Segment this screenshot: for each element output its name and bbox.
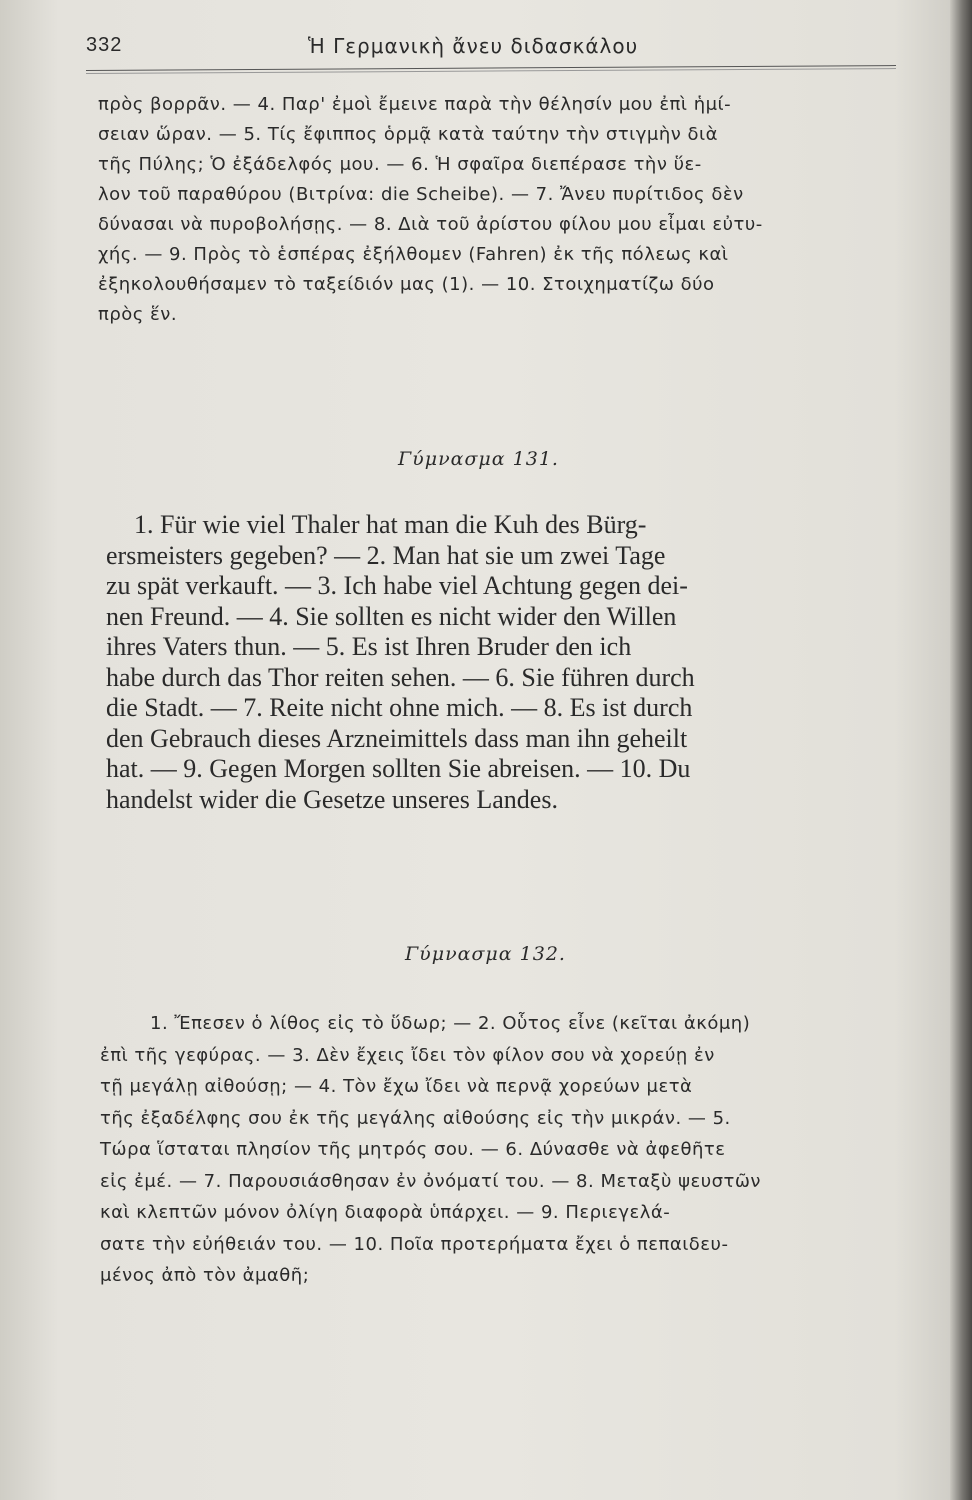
text-line: handelst wider die Gesetze unseres Landes. (106, 784, 558, 814)
text-line: ihres Vaters thun. — 5. Es ist Ihren Bruder den ich (106, 632, 632, 661)
text-line: τῇ μεγάλῃ αἰθούσῃ; — 4. Τὸν ἔχω ἴδει νὰ περνᾷ χορεύων μετὰ (100, 1076, 693, 1097)
text-line: zu spät verkauft. — 3. Ich habe viel Achtung gegen dei- (106, 571, 688, 600)
text-line: 1. Ἔπεσεν ὁ λίθος εἰς τὸ ὕδωρ; — 2. Οὗτος εἶνε (κεῖται ἀκόμη) (150, 1013, 751, 1034)
text-line: nen Freund. — 4. Sie sollten es nicht wider den Willen (106, 601, 677, 631)
exercise-132-text (100, 1008, 900, 1292)
running-title: Ἡ Γερμανικὴ ἄνευ διδασκάλου (308, 34, 639, 58)
text-line: ersmeisters gegeben? — 2. Man hat sie um zwei Tage (106, 540, 666, 570)
exercise-132-heading: Γύμνασμα 132. (405, 943, 566, 965)
text-line: χής. — 9. Πρὸς τὸ ἑσπέρας ἐξήλθομεν (Fahren) ἐκ τῆς πόλεως καὶ (98, 244, 729, 265)
text-line: τῆς Πύλης; Ὁ ἐξάδελφός μου. — 6. Ἡ σφαῖρα διεπέρασε τὴν ὕε- (98, 154, 702, 175)
page-header (86, 34, 896, 64)
text-line: die Stadt. — 7. Reite nicht ohne mich. — 8. Es ist durch (106, 693, 693, 722)
text-line: ἐπὶ τῆς γεφύρας. — 3. Δὲν ἔχεις ἴδει τὸν φίλον σου νὰ χορεύῃ ἐν (100, 1044, 715, 1066)
text-line: τῆς ἐξαδέλφης σου ἐκ τῆς μεγάλης αἰθούσης εἰς τὴν μικράν. — 5. (100, 1107, 731, 1129)
text-line: σειαν ὥραν. — 5. Τίς ἔφιππος ὁρμᾷ κατὰ ταύτην τὴν στιγμὴν διὰ (98, 124, 719, 145)
text-line: πρὸς βορρᾶν. — 4. Παρ' ἐμοὶ ἔμεινε παρὰ τὴν θέλησίν μου ἐπὶ ἡμί- (98, 94, 732, 115)
page-binding-edge (950, 0, 972, 1500)
continued-greek-text (98, 90, 893, 330)
exercise-131-text (106, 510, 894, 815)
text-line: μένος ἀπὸ τὸν ἀμαθῆ; (100, 1265, 310, 1286)
text-line: den Gebrauch dieses Arzneimittels dass man ihn geheilt (106, 723, 688, 753)
page-number: 332 (86, 34, 123, 56)
header-rule (86, 65, 896, 74)
text-line: καὶ κλεπτῶν μόνον ὀλίγη διαφορὰ ὑπάρχει. — 9. Περιεγελά- (100, 1202, 671, 1223)
text-line: habe durch das Thor reiten sehen. — 6. Sie führen durch (106, 662, 695, 692)
text-line: Τώρα ἵσταται πλησίον τῆς μητρός σου. — 6. Δύνασθε νὰ ἀφεθῆτε (100, 1139, 726, 1160)
text-line: λον τοῦ παραθύρου (Βιτρίνα: die Scheibe). — 7. Ἄνευ πυρίτιδος δὲν (98, 184, 744, 205)
text-line: εἰς ἐμέ. — 7. Παρουσιάσθησαν ἐν ὀνόματί του. — 8. Μεταξὺ ψευστῶν (100, 1170, 761, 1192)
text-line: 1. Für wie viel Thaler hat man die Kuh des Bürg- (134, 510, 647, 539)
text-line: πρὸς ἕν. (98, 304, 178, 325)
text-line: hat. — 9. Gegen Morgen sollten Sie abreisen. — 10. Du (106, 754, 691, 783)
text-line: σατε τὴν εὐήθειάν του. — 10. Ποῖα προτερήματα ἔχει ὁ πεπαιδευ- (100, 1233, 729, 1255)
text-line: ἐξηκολουθήσαμεν τὸ ταξείδιόν μας (1). — 10. Στοιχηματίζω δύο (98, 274, 715, 295)
exercise-131-heading: Γύμνασμα 131. (398, 448, 559, 470)
text-line: δύνασαι νὰ πυροβολήσῃς. — 8. Διὰ τοῦ ἀρίστου φίλου μου εἶμαι εὐτυ- (98, 214, 763, 235)
